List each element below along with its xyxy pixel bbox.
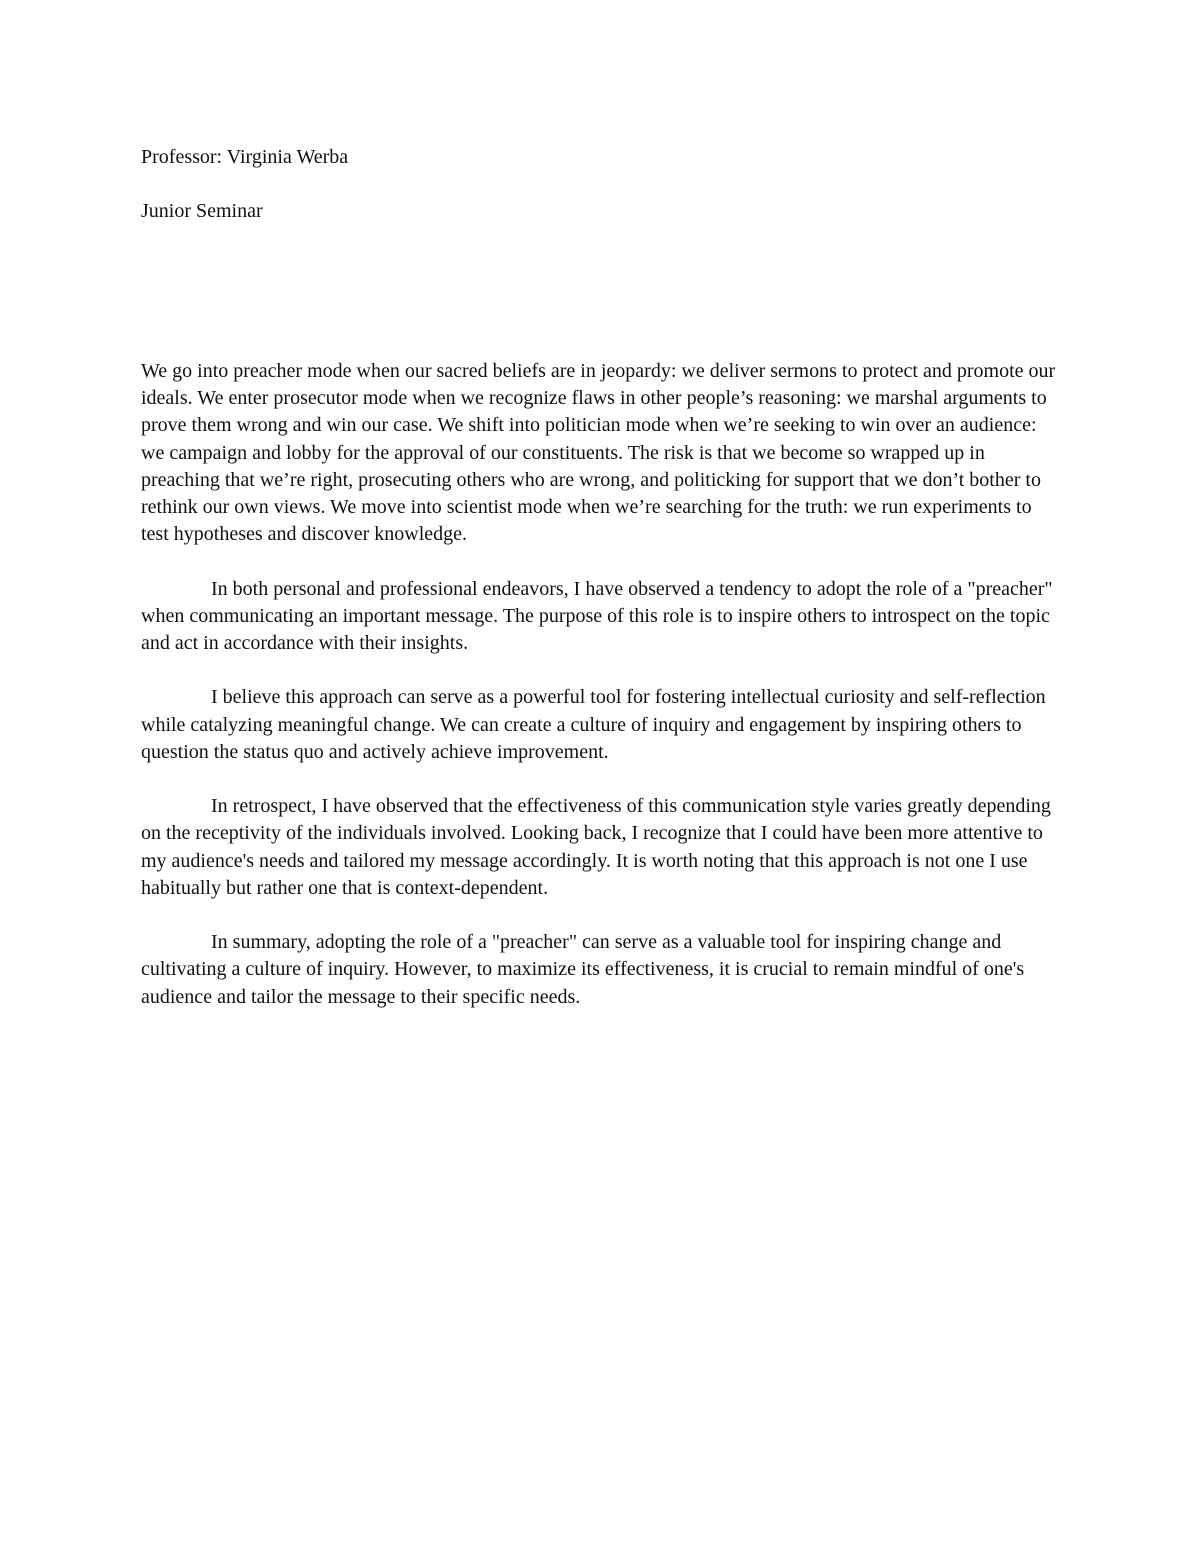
paragraph-5: In summary, adopting the role of a "preacher" can serve as a valuable tool for inspiring change and cultivating a culture of inquiry. However, to maximize its effectiveness, it is crucial to remain mindful of one's audience and tailor the message to their specific needs. xyxy=(141,931,1025,1008)
course-line: Junior Seminar xyxy=(141,200,263,222)
paragraph-4: In retrospect, I have observed that the effectiveness of this communication style varies greatly depending on the receptivity of the individuals involved. Looking back, I recognize that I could have been more attentive to my audience's needs and tailored my message accordingly. It is worth noting that this approach is not one I use habitually but rather one that is context-dependent. xyxy=(141,795,1051,899)
paragraph-1: We go into preacher mode when our sacred beliefs are in jeopardy: we deliver sermons to protect and promote our ideals. We enter prosecutor mode when we recognize flaws in other people’s reasoning: we marshal arguments to prove them wrong and win our case. We shift into politician mode when we’re seeking to win over an audience: we campaign and lobby for the approval of our constituents. The risk is that we become so wrapped up in preaching that we’re right, prosecuting others who are wrong, and politicking for support that we don’t bother to rethink our own views. We move into scientist mode when we’re searching for the truth: we run experiments to test hypotheses and discover knowledge. xyxy=(141,360,1056,546)
paragraph-3: I believe this approach can serve as a powerful tool for fostering intellectual curiosity and self-reflection while catalyzing meaningful change. We can create a culture of inquiry and engagement by inspiring others to question the status quo and actively achieve improvement. xyxy=(141,686,1046,763)
professor-line: Professor: Virginia Werba xyxy=(141,146,349,168)
essay-body xyxy=(141,358,1061,1038)
paragraph-2: In both personal and professional endeavors, I have observed a tendency to adopt the role of a "preacher" when communicating an important message. The purpose of this role is to inspire others to introspect on the topic and act in accordance with their insights. xyxy=(141,577,1053,655)
